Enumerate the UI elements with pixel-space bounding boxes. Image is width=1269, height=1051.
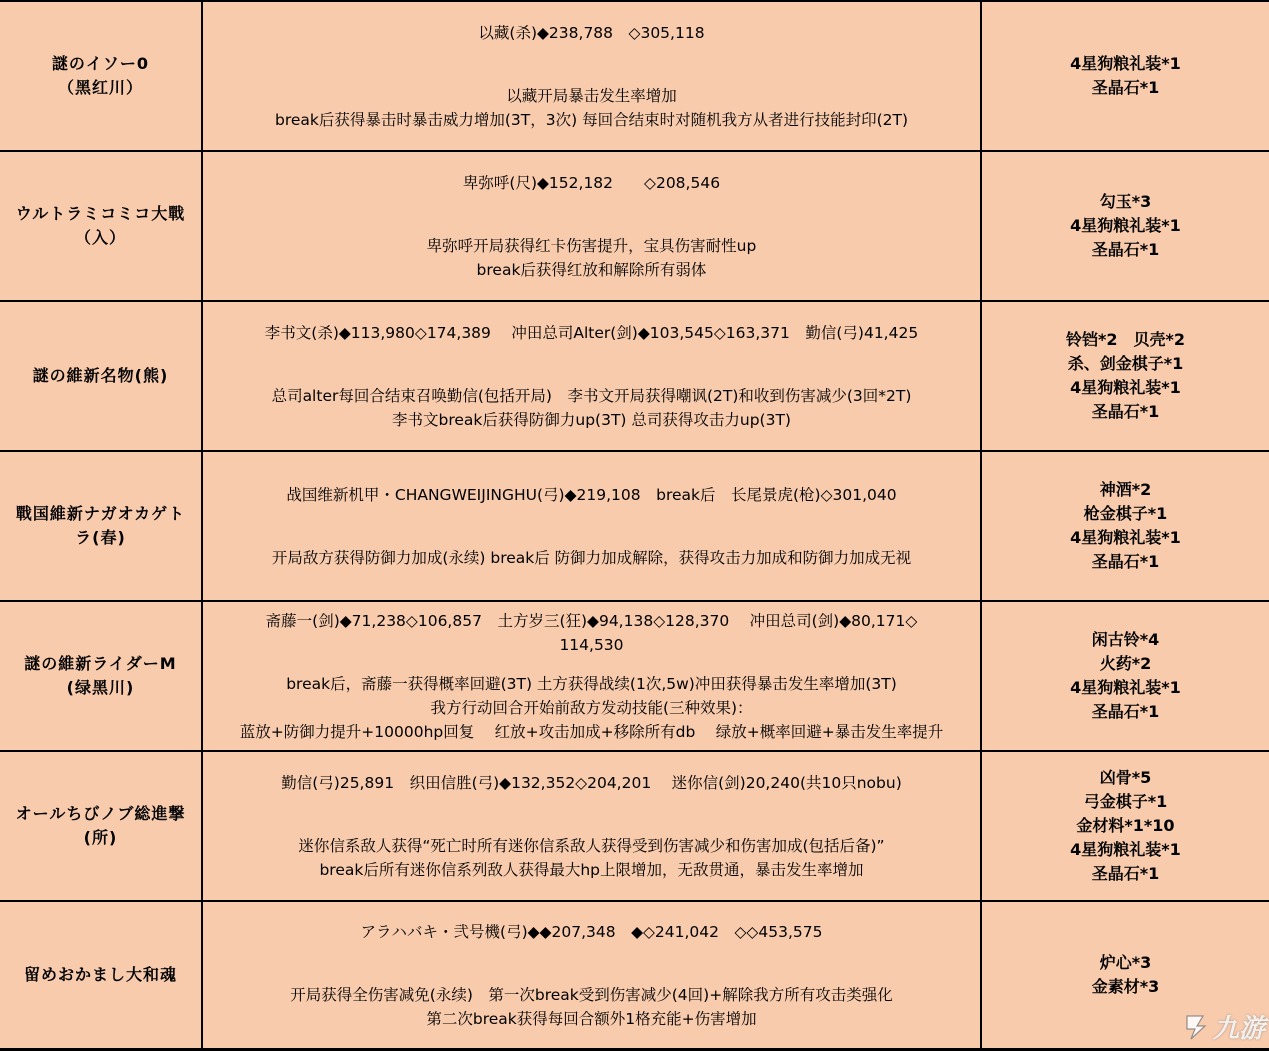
reward-cell	[982, 152, 1269, 300]
reward-line: 圣晶石*1	[1091, 552, 1160, 571]
reward-line: 杀、剑金棋子*1	[1067, 354, 1184, 373]
reward-line: 弓金棋子*1	[1083, 792, 1168, 811]
reward-line: 4星狗粮礼装*1	[1070, 678, 1181, 697]
desc-line: 开局获得全伤害减免(永续) 第一次break受到伤害减少(4回)+解除我方所有攻击类强化	[290, 985, 893, 1004]
desc-line: 战国维新机甲・CHANGWEIJINGHU(弓)◆219,108 break后 长尾景虎(枪)◇301,040	[286, 485, 897, 504]
quest-desc-cell	[203, 602, 982, 750]
quest-name-line: （入）	[74, 228, 126, 247]
reward-line: 金材料*1*10	[1076, 816, 1175, 835]
desc-line: 第二次break获得每回合额外1格充能+伤害增加	[426, 1009, 757, 1028]
reward-line: 4星狗粮礼装*1	[1070, 378, 1181, 397]
reward-line: 4星狗粮礼装*1	[1070, 528, 1181, 547]
table-row	[0, 900, 1269, 1048]
desc-line: break后获得红放和解除所有弱体	[476, 260, 707, 279]
reward-line: 凶骨*5	[1099, 768, 1152, 787]
desc-line: 开局敌方获得防御力加成(永续) break后 防御力加成解除，获得攻击力加成和防御力加成无视	[271, 548, 912, 567]
quest-name-cell	[0, 902, 203, 1048]
desc-line: 李书文break后获得防御力up(3T) 总司获得攻击力up(3T)	[392, 410, 791, 429]
desc-line: break后获得暴击时暴击威力增加(3T，3次) 每回合结束时对随机我方从者进行技能封印(2T)	[274, 110, 909, 129]
reward-cell	[982, 302, 1269, 450]
table-row	[0, 600, 1269, 750]
quest-name-cell	[0, 302, 203, 450]
reward-line: 4星狗粮礼装*1	[1070, 216, 1181, 235]
quest-name-cell	[0, 452, 203, 600]
reward-line: 神酒*2	[1099, 480, 1152, 499]
desc-line: break后所有迷你信系列敌人获得最大hp上限增加，无敌贯通，暴击发生率增加	[319, 860, 864, 879]
reward-cell	[982, 452, 1269, 600]
table-row	[0, 300, 1269, 450]
desc-line: 我方行动回合开始前敌方发动技能(三种效果)：	[430, 698, 753, 717]
quest-name-line: （黑红川）	[57, 78, 143, 97]
desc-line: 迷你信系敌人获得“死亡时所有迷你信系敌人获得受到伤害减少和伤害加成(包括后备)”	[298, 836, 885, 855]
watermark-text: 九游	[1212, 1014, 1265, 1044]
reward-line: 圣晶石*1	[1091, 240, 1160, 259]
quest-name-line: ウルトラミコミコ大戰	[15, 204, 186, 223]
quest-name-cell	[0, 602, 203, 750]
quest-name-cell	[0, 752, 203, 900]
reward-cell	[982, 602, 1269, 750]
quest-name-line: オールちびノブ総進撃	[15, 804, 186, 823]
quest-name-line: 謎の維新名物(熊)	[32, 366, 169, 385]
quest-name-line: (所)	[83, 828, 118, 847]
table-row	[0, 150, 1269, 300]
desc-line: break后，斋藤一获得概率回避(3T) 土方获得战续(1次,5w)冲田获得暴击发生率增加(3T)	[286, 674, 897, 693]
quest-desc-cell	[203, 302, 982, 450]
quest-name-cell	[0, 2, 203, 150]
desc-line: 以藏开局暴击发生率增加	[506, 86, 677, 105]
reward-line: 4星狗粮礼装*1	[1070, 840, 1181, 859]
table-row	[0, 750, 1269, 900]
desc-line: 勤信(弓)25,891 织田信胜(弓)◆132,352◇204,201 迷你信(剑)20,240(共10只nobu)	[281, 773, 902, 792]
reward-line: 枪金棋子*1	[1083, 504, 1168, 523]
reward-cell	[982, 2, 1269, 150]
desc-line: 卑弥呼开局获得红卡伤害提升，宝具伤害耐性up	[426, 236, 757, 255]
reward-line: 圣晶石*1	[1091, 864, 1160, 883]
quest-desc-cell	[203, 152, 982, 300]
quest-desc-cell	[203, 752, 982, 900]
reward-line: 圣晶石*1	[1091, 78, 1160, 97]
watermark	[1181, 1008, 1265, 1045]
reward-line: 炉心*3	[1099, 953, 1152, 972]
reward-line: 圣晶石*1	[1091, 402, 1160, 421]
reward-line: 火药*2	[1099, 654, 1152, 673]
quest-name-line: 留めおかまし大和魂	[23, 965, 177, 984]
desc-line: 总司alter每回合结束召唤勤信(包括开局) 李书文开局获得嘲讽(2T)和收到伤害减少(3回*2T)	[271, 386, 912, 405]
quest-desc-cell	[203, 2, 982, 150]
desc-line: 李书文(杀)◆113,980◇174,389 冲田总司Alter(剑)◆103,545◇163,371 勤信(弓)41,425	[264, 323, 919, 342]
reward-line: 金素材*3	[1091, 977, 1160, 996]
reward-line: 勾玉*3	[1099, 192, 1152, 211]
nine-game-logo-icon	[1181, 1012, 1211, 1042]
quest-desc-cell	[203, 452, 982, 600]
reward-cell	[982, 752, 1269, 900]
desc-line: 蓝放+防御力提升+10000hp回复 红放+攻击加成+移除所有db 绿放+概率回避+暴击发生率提升	[239, 722, 944, 741]
desc-line: アラハバキ・弐号機(弓)◆◆207,348 ◆◇241,042 ◇◇453,575	[360, 922, 823, 941]
quest-name-cell	[0, 152, 203, 300]
desc-line: 斋藤一(剑)◆71,238◇106,857 土方岁三(狂)◆94,138◇128,370 冲田总司(剑)◆80,171◇	[265, 611, 918, 630]
quest-name-line: 謎の維新ライダーM	[24, 654, 177, 673]
table-row	[0, 0, 1269, 150]
reward-line: 铃铛*2 贝壳*2	[1065, 330, 1185, 349]
reward-line: 闲古铃*4	[1091, 630, 1160, 649]
quest-name-line: ラ(春)	[75, 528, 126, 547]
desc-line: 卑弥呼(尺)◆152,182 ◇208,546	[462, 173, 721, 192]
quest-name-line: 戰国維新ナガオカゲト	[15, 504, 186, 523]
desc-line: 114,530	[559, 635, 624, 654]
desc-line: 以藏(杀)◆238,788 ◇305,118	[478, 23, 705, 42]
quest-name-line: 謎のイソー0	[51, 54, 150, 73]
quest-name-line: (绿黑川)	[66, 678, 135, 697]
reward-line: 4星狗粮礼装*1	[1070, 54, 1181, 73]
quest-desc-cell	[203, 902, 982, 1048]
table-row	[0, 450, 1269, 600]
reward-line: 圣晶石*1	[1091, 702, 1160, 721]
